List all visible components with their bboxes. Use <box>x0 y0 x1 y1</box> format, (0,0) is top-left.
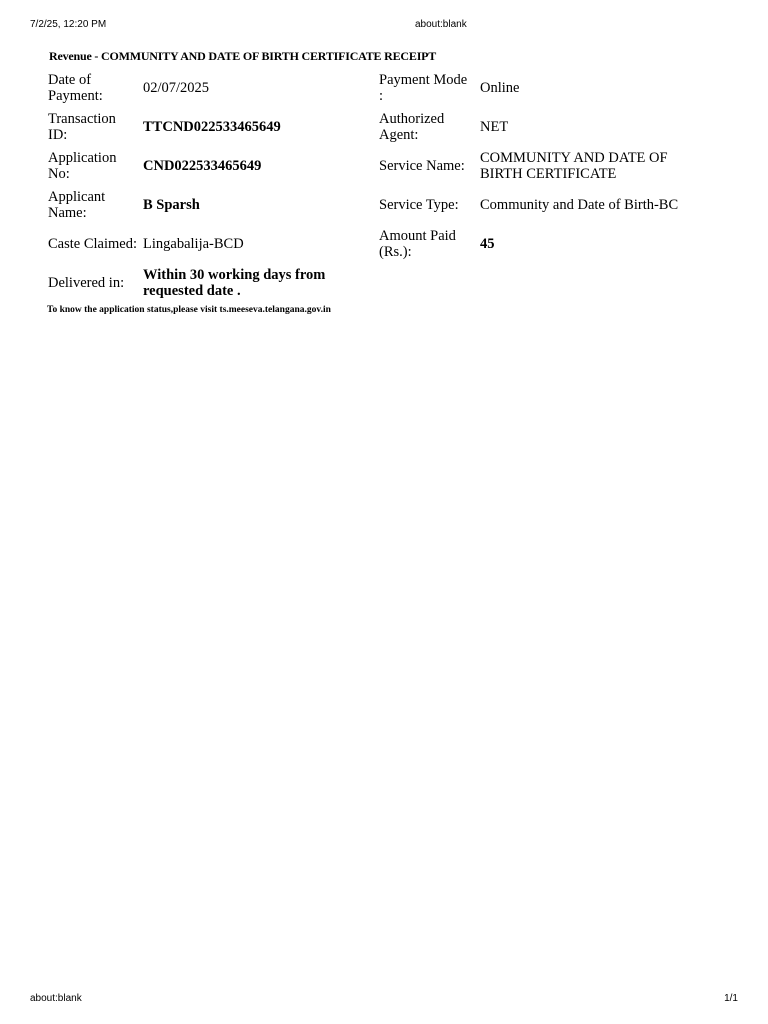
delivered-in-value: Within 30 working days from requested date . <box>143 266 326 299</box>
status-note: To know the application status,please visit ts.meeseva.telangana.gov.in <box>47 305 331 315</box>
payment-mode-label: Payment Mode : <box>379 71 468 104</box>
caste-claimed-value: Lingabalija-BCD <box>143 235 244 252</box>
print-footer-url: about:blank <box>30 993 82 1004</box>
print-footer-page-number: 1/1 <box>724 993 738 1004</box>
applicant-name-label: Applicant Name: <box>48 188 106 221</box>
caste-claimed-label: Caste Claimed: <box>48 235 137 252</box>
applicant-name-value: B Sparsh <box>143 196 200 213</box>
service-type-label: Service Type: <box>379 196 459 213</box>
amount-paid-value: 45 <box>480 235 495 252</box>
print-header-title: about:blank <box>415 19 467 30</box>
receipt-title: Revenue - COMMUNITY AND DATE OF BIRTH CERTIFICATE RECEIPT <box>49 49 437 63</box>
delivered-in-label: Delivered in: <box>48 274 125 291</box>
service-type-value: Community and Date of Birth-BC <box>480 196 679 213</box>
application-no-label: Application No: <box>48 149 117 182</box>
amount-paid-label: Amount Paid (Rs.): <box>379 227 456 260</box>
application-no-value: CND022533465649 <box>143 157 262 174</box>
payment-mode-value: Online <box>480 79 520 96</box>
date-of-payment-label: Date of Payment: <box>48 71 103 104</box>
authorized-agent-label: Authorized Agent: <box>379 110 445 143</box>
table-row <box>45 185 705 224</box>
service-name-label: Service Name: <box>379 157 465 174</box>
table-row <box>45 263 705 302</box>
transaction-id-label: Transaction ID: <box>48 110 116 143</box>
receipt-table <box>45 68 705 302</box>
print-header-datetime: 7/2/25, 12:20 PM <box>30 19 107 30</box>
date-of-payment-value: 02/07/2025 <box>143 79 210 96</box>
transaction-id-value: TTCND022533465649 <box>143 118 281 135</box>
table-row <box>45 68 705 107</box>
authorized-agent-value: NET <box>480 118 509 135</box>
table-row <box>45 107 705 146</box>
table-row <box>45 224 705 263</box>
service-name-value: COMMUNITY AND DATE OF BIRTH CERTIFICATE <box>480 149 668 182</box>
table-row <box>45 146 705 185</box>
